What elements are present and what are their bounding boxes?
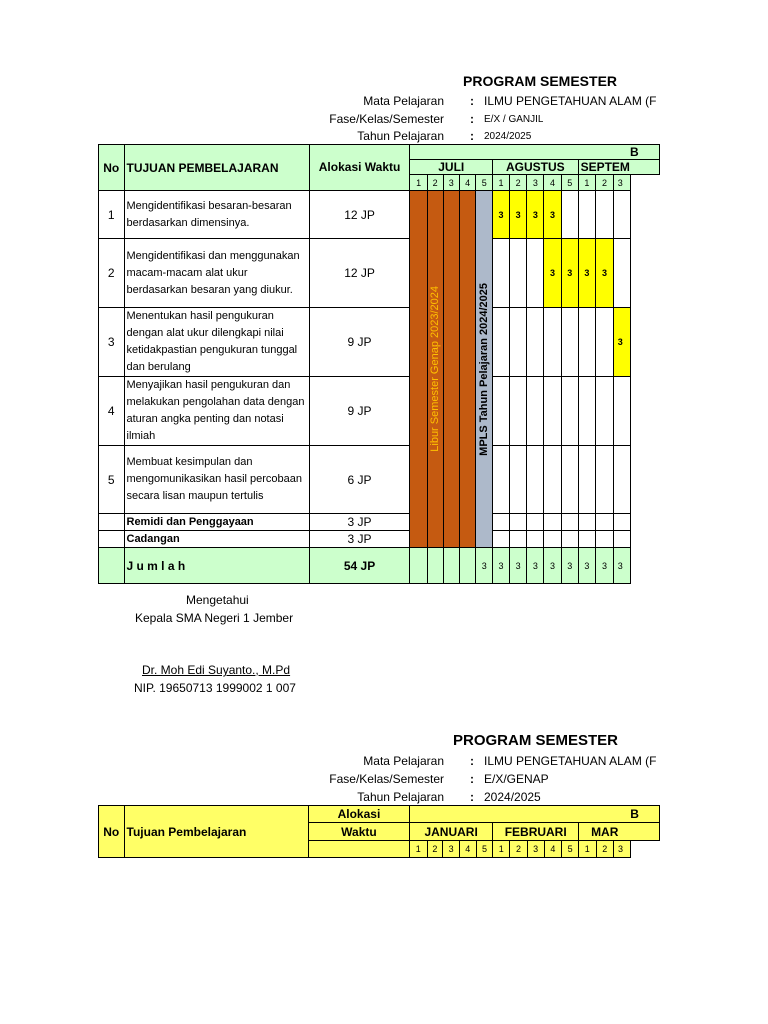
schedule-cell: [596, 377, 614, 446]
total-cell: [459, 548, 475, 584]
week-3: 3: [527, 841, 544, 858]
month-agustus: AGUSTUS: [493, 160, 578, 175]
row-tujuan: Menyajikan hasil pengukuran dan melakukan pengolahan data dengan aturan angka penting dan notasi ilmiah: [124, 377, 309, 446]
row-jp: 12 JP: [309, 239, 410, 308]
month-maret: MAR: [579, 823, 660, 841]
schedule-cell: [596, 514, 614, 531]
signature-name: Dr. Moh Edi Suyanto., M.Pd: [142, 663, 291, 677]
row-no: [99, 531, 125, 548]
row-tujuan: Menentukan hasil pengukuran dengan alat ukur dilengkapi nilai ketidakpastian pengukuran tunggal dan berulang: [124, 308, 309, 377]
table-row: [99, 446, 660, 514]
schedule-cell: [544, 514, 562, 531]
row-no: 4: [99, 377, 125, 446]
total-cell: 3: [544, 548, 562, 584]
total-cell: [443, 548, 459, 584]
schedule-cell: 3: [493, 191, 510, 239]
week-5: 5: [561, 175, 578, 191]
schedule-cell: [561, 377, 578, 446]
meta-colon: :: [470, 790, 474, 804]
page-title-2: PROGRAM SEMESTER: [453, 732, 619, 749]
schedule-cell: [544, 308, 562, 377]
header-bulan-spacer: [410, 145, 630, 160]
header-waktu-blank: [308, 841, 409, 858]
table-row: [99, 531, 660, 548]
meta-label-fase: Fase/Kelas/Semester: [329, 772, 444, 786]
header-alokasi: Alokasi: [308, 806, 409, 823]
meta-value-fase: E/X/GENAP: [484, 772, 549, 786]
schedule-cell: [527, 239, 544, 308]
header-no: No: [99, 806, 125, 858]
row-no: 2: [99, 239, 125, 308]
total-cell: 3: [493, 548, 510, 584]
meta-colon: :: [470, 772, 474, 786]
schedule-cell: 3: [544, 239, 562, 308]
table-row: [99, 239, 660, 308]
schedule-cell: [509, 308, 527, 377]
total-no: [99, 548, 125, 584]
month-februari: FEBRUARI: [493, 823, 579, 841]
libur-block: [459, 191, 475, 548]
schedule-cell: [527, 531, 544, 548]
schedule-cell: [493, 446, 510, 514]
semester-1-table-wrapper: [98, 144, 660, 592]
week-2: 2: [596, 175, 614, 191]
meta-label-tahun: Tahun Pelajaran: [357, 790, 444, 804]
schedule-cell: [596, 191, 614, 239]
signature-position: Kepala SMA Negeri 1 Jember: [135, 611, 294, 625]
meta-label-mapel: Mata Pelajaran: [363, 754, 444, 768]
schedule-cell: [578, 377, 596, 446]
remidi-label: Remidi dan Penggayaan: [124, 514, 309, 531]
week-3: 3: [527, 175, 544, 191]
cadangan-jp: 3 JP: [309, 531, 410, 548]
meta-label-mapel: Mata Pelajaran: [363, 94, 444, 108]
header-bulan-spacer: [409, 806, 630, 823]
table-row: [99, 308, 660, 377]
cadangan-label: Cadangan: [124, 531, 309, 548]
row-no: [99, 514, 125, 531]
total-label: J u m l a h: [124, 548, 309, 584]
schedule-cell: [613, 531, 630, 548]
week-4: 4: [459, 175, 475, 191]
semester-2-table: [98, 805, 660, 858]
schedule-cell: [527, 308, 544, 377]
week-2: 2: [427, 841, 443, 858]
schedule-cell: 3: [578, 239, 596, 308]
schedule-cell: [493, 531, 510, 548]
row-tujuan: Mengidentifikasi besaran-besaran berdasarkan dimensinya.: [124, 191, 309, 239]
week-1: 1: [493, 841, 510, 858]
schedule-cell: [596, 531, 614, 548]
week-5: 5: [562, 841, 579, 858]
schedule-cell: [493, 239, 510, 308]
row-no: 3: [99, 308, 125, 377]
schedule-cell: [578, 191, 596, 239]
week-3: 3: [443, 841, 460, 858]
schedule-cell: [613, 377, 630, 446]
schedule-cell: [578, 308, 596, 377]
row-jp: 9 JP: [309, 377, 410, 446]
schedule-cell: [596, 446, 614, 514]
total-cell: 3: [527, 548, 544, 584]
row-jp: 6 JP: [309, 446, 410, 514]
schedule-cell: [509, 531, 527, 548]
schedule-cell: [613, 514, 630, 531]
schedule-cell: [544, 377, 562, 446]
table-row: [99, 191, 660, 239]
mpls-label: MPLS Tahun Pelajaran 2024/2025: [478, 282, 491, 456]
month-januari: JANUARI: [409, 823, 492, 841]
meta-colon: :: [470, 129, 474, 143]
schedule-cell: [596, 308, 614, 377]
total-cell: 3: [509, 548, 527, 584]
semester-2-table-wrapper: [98, 805, 660, 858]
meta-label-tahun: Tahun Pelajaran: [357, 129, 444, 143]
meta-colon: :: [470, 754, 474, 768]
total-cell: [427, 548, 443, 584]
week-2: 2: [427, 175, 443, 191]
row-no: 5: [99, 446, 125, 514]
signature-nip: NIP. 19650713 1999002 1 007: [134, 681, 296, 695]
total-cell: 3: [578, 548, 596, 584]
schedule-cell: [561, 446, 578, 514]
header-waktu: Waktu: [308, 823, 409, 841]
week-2: 2: [510, 841, 528, 858]
month-juli: JULI: [410, 160, 493, 175]
week-2: 2: [596, 841, 613, 858]
meta-colon: :: [470, 112, 474, 126]
schedule-cell: [509, 446, 527, 514]
meta-value-mapel: ILMU PENGETAHUAN ALAM (F: [484, 754, 657, 768]
week-1: 1: [493, 175, 510, 191]
meta-colon: :: [470, 94, 474, 108]
total-cell: [410, 548, 427, 584]
week-3: 3: [613, 175, 630, 191]
schedule-cell: [561, 308, 578, 377]
header-tujuan: TUJUAN PEMBELAJARAN: [124, 145, 309, 191]
week-3: 3: [443, 175, 459, 191]
table-row: [99, 377, 660, 446]
header-alokasi: Alokasi Waktu: [309, 145, 410, 191]
header-bulan: B: [630, 145, 659, 160]
libur-block: [410, 191, 427, 548]
meta-value-tahun: 2024/2025: [484, 790, 541, 804]
week-1: 1: [579, 841, 596, 858]
row-tujuan: Mengidentifikasi dan menggunakan macam-macam alat ukur berdasarkan besaran yang diukur.: [124, 239, 309, 308]
week-1: 1: [578, 175, 596, 191]
libur-label: Libur Semester Genap 2023/2024: [429, 286, 442, 452]
schedule-cell: [527, 446, 544, 514]
month-september: SEPTEM: [578, 160, 659, 175]
schedule-cell: [613, 239, 630, 308]
week-1: 1: [409, 841, 427, 858]
row-jp: 12 JP: [309, 191, 410, 239]
meta-value-fase: E/X / GANJIL: [484, 114, 544, 125]
schedule-cell: [578, 446, 596, 514]
week-2: 2: [509, 175, 527, 191]
week-4: 4: [544, 841, 562, 858]
schedule-cell: [527, 514, 544, 531]
schedule-cell: [509, 514, 527, 531]
schedule-cell: 3: [613, 308, 630, 377]
semester-1-table: [98, 144, 660, 584]
schedule-cell: [578, 514, 596, 531]
header-no: No: [99, 145, 125, 191]
row-tujuan: Membuat kesimpulan dan mengomunikasikan hasil percobaan secara lisan maupun tertulis: [124, 446, 309, 514]
schedule-cell: [561, 191, 578, 239]
page-title: PROGRAM SEMESTER: [463, 73, 618, 89]
week-5: 5: [476, 175, 493, 191]
meta-value-mapel: ILMU PENGETAHUAN ALAM (F: [484, 94, 657, 108]
schedule-cell: [527, 377, 544, 446]
schedule-cell: 3: [509, 191, 527, 239]
week-5: 5: [476, 841, 493, 858]
remidi-jp: 3 JP: [309, 514, 410, 531]
schedule-cell: 3: [527, 191, 544, 239]
header-tujuan: Tujuan Pembelajaran: [124, 806, 308, 858]
week-1: 1: [410, 175, 427, 191]
schedule-cell: [561, 514, 578, 531]
schedule-cell: [613, 446, 630, 514]
schedule-cell: 3: [596, 239, 614, 308]
total-cell: 3: [613, 548, 630, 584]
schedule-cell: [493, 514, 510, 531]
total-jp: 54 JP: [309, 548, 410, 584]
meta-value-tahun: 2024/2025: [484, 131, 532, 142]
row-jp: 9 JP: [309, 308, 410, 377]
total-cell: 3: [561, 548, 578, 584]
schedule-cell: 3: [561, 239, 578, 308]
schedule-cell: [561, 531, 578, 548]
week-4: 4: [459, 841, 476, 858]
week-3: 3: [614, 841, 631, 858]
total-cell: 3: [476, 548, 493, 584]
header-bulan: B: [630, 806, 659, 823]
schedule-cell: [578, 531, 596, 548]
schedule-cell: [544, 446, 562, 514]
signature-mengetahui: Mengetahui: [186, 593, 249, 607]
mpls-block: [476, 191, 493, 548]
meta-label-fase: Fase/Kelas/Semester: [329, 112, 444, 126]
schedule-cell: [509, 239, 527, 308]
week-4: 4: [544, 175, 562, 191]
libur-block: [443, 191, 459, 548]
schedule-cell: 3: [544, 191, 562, 239]
table-row: [99, 514, 660, 531]
schedule-cell: [493, 377, 510, 446]
schedule-cell: [493, 308, 510, 377]
schedule-cell: [544, 531, 562, 548]
libur-block: [427, 191, 443, 548]
schedule-cell: [613, 191, 630, 239]
schedule-cell: [509, 377, 527, 446]
total-cell: 3: [596, 548, 614, 584]
total-row: [99, 548, 660, 584]
row-no: 1: [99, 191, 125, 239]
